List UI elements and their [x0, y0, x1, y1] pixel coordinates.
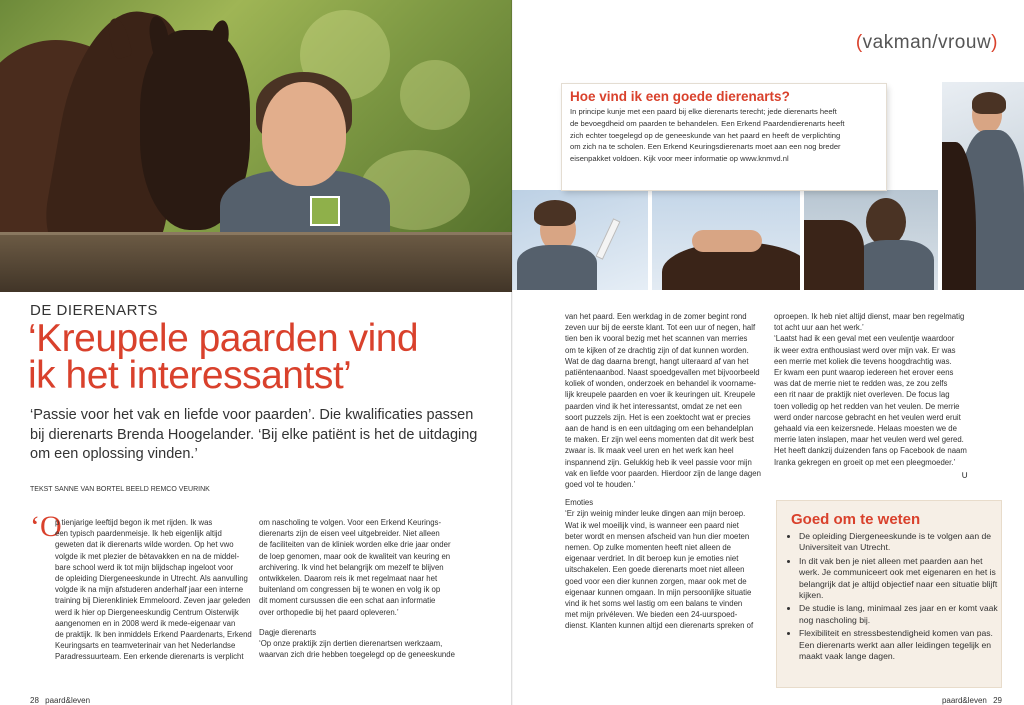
text-line: Er kwam een punt waarop iedereen het erover eens [774, 368, 954, 378]
text-line: volgde ik met plezier de bètavakken en na de middel- [55, 551, 240, 561]
section-tag [856, 32, 998, 54]
text-line: dit moment cursussen die een schat aan informatie [259, 596, 436, 606]
text-line: goed vol te houden.’ [565, 480, 636, 490]
headline-line-1: ‘Kreupele paarden vind [28, 317, 419, 360]
column-3-paragraph [565, 311, 770, 490]
text-line: vind ik het soms wel lastig om een balans te vinden [565, 599, 743, 609]
text-line: buitenland om congressen bij te wonen en volg ik op [259, 585, 441, 595]
page-gutter [511, 0, 513, 705]
info-box-line: In principe kunje met een paard bij elke dierenarts terecht; jede dierenarts heeft [570, 107, 837, 116]
text-line: tot acht uur aan het werk.’ [774, 323, 864, 333]
text-column-1 [55, 517, 260, 663]
text-line: de faciliteiten van de kliniek worden elke drie jaar onder [259, 540, 451, 550]
photo-vet-stethoscope [942, 82, 1024, 290]
text-line: toen volledig op het redden van het veulen. De merrie [774, 401, 960, 411]
text-line: aan de hand is en een uitdaging om een behandelplan [565, 424, 754, 434]
drop-quote: ‘O [30, 510, 62, 543]
vet-face [262, 82, 346, 186]
article-kicker: DE DIERENARTS [30, 302, 158, 319]
info-box-line: om zich na te scholen. Een Erkend Keuringsdierenarts moet aan een nog breder [570, 142, 841, 152]
text-line: dierenarts zijn de eisen veel uitgebreider. Niet alleen [259, 529, 440, 539]
tip-box-goed-om-te-weten [776, 500, 1002, 688]
text-line: om te kijken of ze drachtig zijn of dat kunnen worden. [565, 345, 749, 355]
article-end-mark: ∪ [961, 470, 969, 481]
photo-bokeh [400, 60, 470, 130]
tip-list-item: • De studie is lang, minimaal zes jaar en er komt vaak nog nascholing bij. [799, 603, 1003, 626]
text-line: van het paard. Een werkdag in de zomer begint rond [565, 312, 747, 321]
page-number: 29 [993, 696, 1002, 705]
text-line: Paradressuurteam. Een erkende dierenarts is verplicht [55, 652, 244, 662]
shirt-logo-badge [310, 196, 340, 226]
text-line: gehaald via een keizersnede. Helaas moesten we de [774, 424, 957, 434]
tip-list-item: • In dit vak ben je niet alleen met paarden aan het werk. Je communiceert ook met eigenaren en het is belangrijk dat je altijd objectief naar een situatie blijft kijken. [799, 556, 1003, 602]
text-line: met mijn privéleven. We bieden een 24-uurspoed- [565, 610, 738, 620]
photo-vet-syringe [512, 190, 648, 290]
text-line: om nascholing te volgen. Voor een Erkend Keurings- [259, 518, 442, 527]
text-column-2 [259, 517, 484, 660]
text-line: ik weer extra enthousiast werd over mijn vak. Er was [774, 345, 956, 355]
horse-body [804, 220, 864, 290]
text-line: Het heeft dankzij duizenden fans op Facebook de naam [774, 446, 967, 456]
text-line: de opleiding Diergeneeskunde in Utrecht. Als aanvulling [55, 574, 248, 584]
text-line: volgde ik na mijn afstuderen anderhalf jaar een interne [55, 585, 244, 595]
photo-vet-checking-horse [804, 190, 938, 290]
vet-head [866, 198, 906, 246]
folio-right [942, 696, 1002, 705]
hero-photo-vet-with-horses [0, 0, 512, 292]
column-2-paragraph [259, 638, 484, 660]
text-line: koliek of wonden, onderzoek en behandel ik voorname- [565, 379, 757, 389]
text-line: een merrie met koliek die tevens hoogdrachtig was. [774, 356, 952, 366]
photo-vet-horse-back [652, 190, 800, 290]
text-line: patiëntenaanbod. Naast spoedgevallen met bijvoorbeeld [565, 368, 760, 378]
text-line: de praktijk. Ik ben inmiddels Erkend Paardenarts, Erkend [55, 630, 252, 640]
text-line: Iranka gekregen en groeit op met een pleegmoeder.’ [774, 457, 956, 467]
text-column-3 [565, 311, 770, 632]
article-credit: TEKST SANNE VAN BORTEL BEELD REMCO VEURINK [30, 486, 210, 493]
folio-left [30, 696, 90, 705]
text-line: waarvan zich drie hebben toegelegd op de geneeskunde [259, 650, 455, 660]
section-tag-paren-close: ) [991, 32, 998, 53]
text-line: inspannend zijn. Gelukkig heb ik veel passie voor mijn [565, 457, 752, 467]
text-line: goed voor een dier kunnen zorgen, maar ook met de [565, 576, 747, 586]
info-box-line: de bevoegdheid om paarden te behandelen. Een Erkend Paardendierenarts heeft [570, 118, 845, 128]
text-line: tien ben ik vooral bezig met het scannen van merries [565, 334, 748, 344]
subhead-emoties: Emoties [565, 498, 594, 508]
subhead-dagje-dierenarts: Dagje dierenarts [259, 627, 317, 637]
info-box-goede-dierenarts [562, 84, 886, 190]
info-box-line: eisenpakket voldoen. Kijk voor meer informatie op www.knmvd.nl [570, 154, 789, 164]
text-line: een typisch paardenmeisje. Ik heb eigenlijk altijd [55, 529, 222, 539]
tip-box-title: Goed om te weten [791, 511, 921, 528]
column-2-paragraph [259, 517, 484, 618]
magazine-brand: paard&leven [45, 696, 91, 705]
magazine-brand: paard&leven [941, 696, 987, 705]
text-line: zeven uur bij de eerste klant. Tot een uur of negen, half [565, 323, 756, 333]
section-tag-paren-open: ( [855, 32, 863, 53]
tip-list-item: • De opleiding Diergeneeskunde is te volgen aan de Universiteit van Utrecht. [799, 531, 1003, 554]
text-line: dienst. Klanten kunnen altijd een dierenarts spreken of [565, 621, 754, 631]
vet-hair [534, 200, 576, 226]
text-line: te maken. Er zijn wel eens momenten dat dit werk best [565, 435, 754, 445]
text-line: ‘Op onze praktijk zijn dertien dierenartsen werkzaam, [259, 639, 443, 649]
wooden-fence [0, 232, 512, 292]
tip-list [787, 531, 1003, 664]
text-line: ontwikkelen. Daarom reis ik met regelmaat naar het [259, 574, 438, 584]
text-line: werd ik hier op Diergeneeskundig Centrum Oisterwijk [55, 607, 239, 617]
info-box-line: zich echter toegelegd op de geneeskunde van het paard en heeft de verplichting [570, 130, 841, 140]
text-line: soort puzzels zijn. Het is een zoektocht wat er precies [565, 412, 751, 422]
text-line: uitschakelen. Een goede dierenarts moet niet alleen [565, 565, 745, 575]
text-line: geweten dat ik dierenarts wilde worden. Op het vwo [55, 540, 234, 550]
text-line: bare school werd ik tot mijn blijdschap ingeloot voor [55, 562, 234, 572]
text-line: vak en liefde voor paarden. Hierdoor zijn de lange dagen [565, 468, 761, 478]
text-line: de loep genomen, maar ook de kwaliteit van keuring en [259, 551, 451, 561]
text-line: eigenaar kunnen omgaan. In mijn persoonlijke situatie [565, 587, 752, 597]
text-line: paarden vind ik het interessantst, omdat ze net een [565, 401, 742, 411]
text-column-4 [774, 311, 1004, 468]
vet-shirt [854, 240, 934, 290]
page-number: 28 [30, 696, 39, 705]
text-line: nemen. Op zulke momenten heeft niet alleen de [565, 543, 732, 553]
text-line: Wat de dag daarna brengt, hangt uiteraard af van het [565, 356, 749, 366]
section-tag-text: vakman/vrouw [862, 32, 992, 53]
text-line: ‘Laatst had ik een geval met een veulentje waardoor [774, 334, 955, 344]
info-box-body [570, 106, 880, 165]
text-line: ‘Er zijn weinig minder leuke dingen aan mijn beroep. [565, 509, 746, 519]
text-line: oproepen. Ik heb niet altijd dienst, maar ben regelmatig [774, 312, 965, 321]
text-line: merrie laten inslapen, maar het veulen werd wel gered. [774, 435, 964, 445]
vet-shirt [517, 245, 597, 290]
text-line: Wat ik wel moeilijk vind, is wanneer een paard niet [565, 520, 739, 530]
article-intro: ‘Passie voor het vak en liefde voor paarden’. Die kwalificaties passen bij dierenarts Brenda Hoogelander. ‘Bij elke patiënt is het de uitdaging om een oplossing vinden.’ [30, 407, 478, 462]
text-line: was dat de merrie niet te redden was, ze zou zelfs [774, 379, 948, 389]
tip-list-item: • Flexibiliteit en stressbestendigheid komen van pas. Een dierenarts werkt aan aller leidingen tegelijk en maakt vaak lange dagen. [799, 628, 1003, 662]
info-box-title: Hoe vind ik een goede dierenarts? [570, 89, 790, 104]
vet-arm [692, 230, 762, 252]
text-line: lijk kreupele paarden en voer ik keuringen uit. Kreupele [565, 390, 756, 400]
text-line: p tienjarige leeftijd begon ik met rijden. Ik was [55, 518, 213, 527]
headline-line-2: ik het interessantst’ [28, 354, 352, 397]
text-line: zwaar is. Ik maak veel uren en het werk kan heel [565, 446, 734, 456]
text-line: Keuringsarts en teamveterinair van het Nederlandse [55, 641, 236, 651]
article-headline [28, 317, 498, 397]
column-3-paragraph [565, 508, 770, 631]
text-line: eigenaar verdriet. In dit beroep kun je emoties niet [565, 554, 739, 564]
text-line: beter wordt en mensen afscheid van hun dier moeten [565, 531, 750, 541]
vet-hair [972, 92, 1006, 114]
text-line: aangenomen en in 2008 werd ik mede-eigenaar van [55, 618, 236, 628]
text-line: over orthopedie bij het paard opleveren.’ [259, 607, 399, 617]
text-line: archivering. Ik vind het belangrijk om mezelf te blijven [259, 562, 444, 572]
text-line: een rit naar de praktijk niet overleven. De focus lag [774, 390, 950, 400]
text-line: training bij Dierenkliniek Emmeloord. Zeven jaar geleden [55, 596, 251, 606]
text-line: werd onder narcose gebracht en het veulen werd eruit [774, 412, 961, 422]
syringe [595, 218, 620, 259]
